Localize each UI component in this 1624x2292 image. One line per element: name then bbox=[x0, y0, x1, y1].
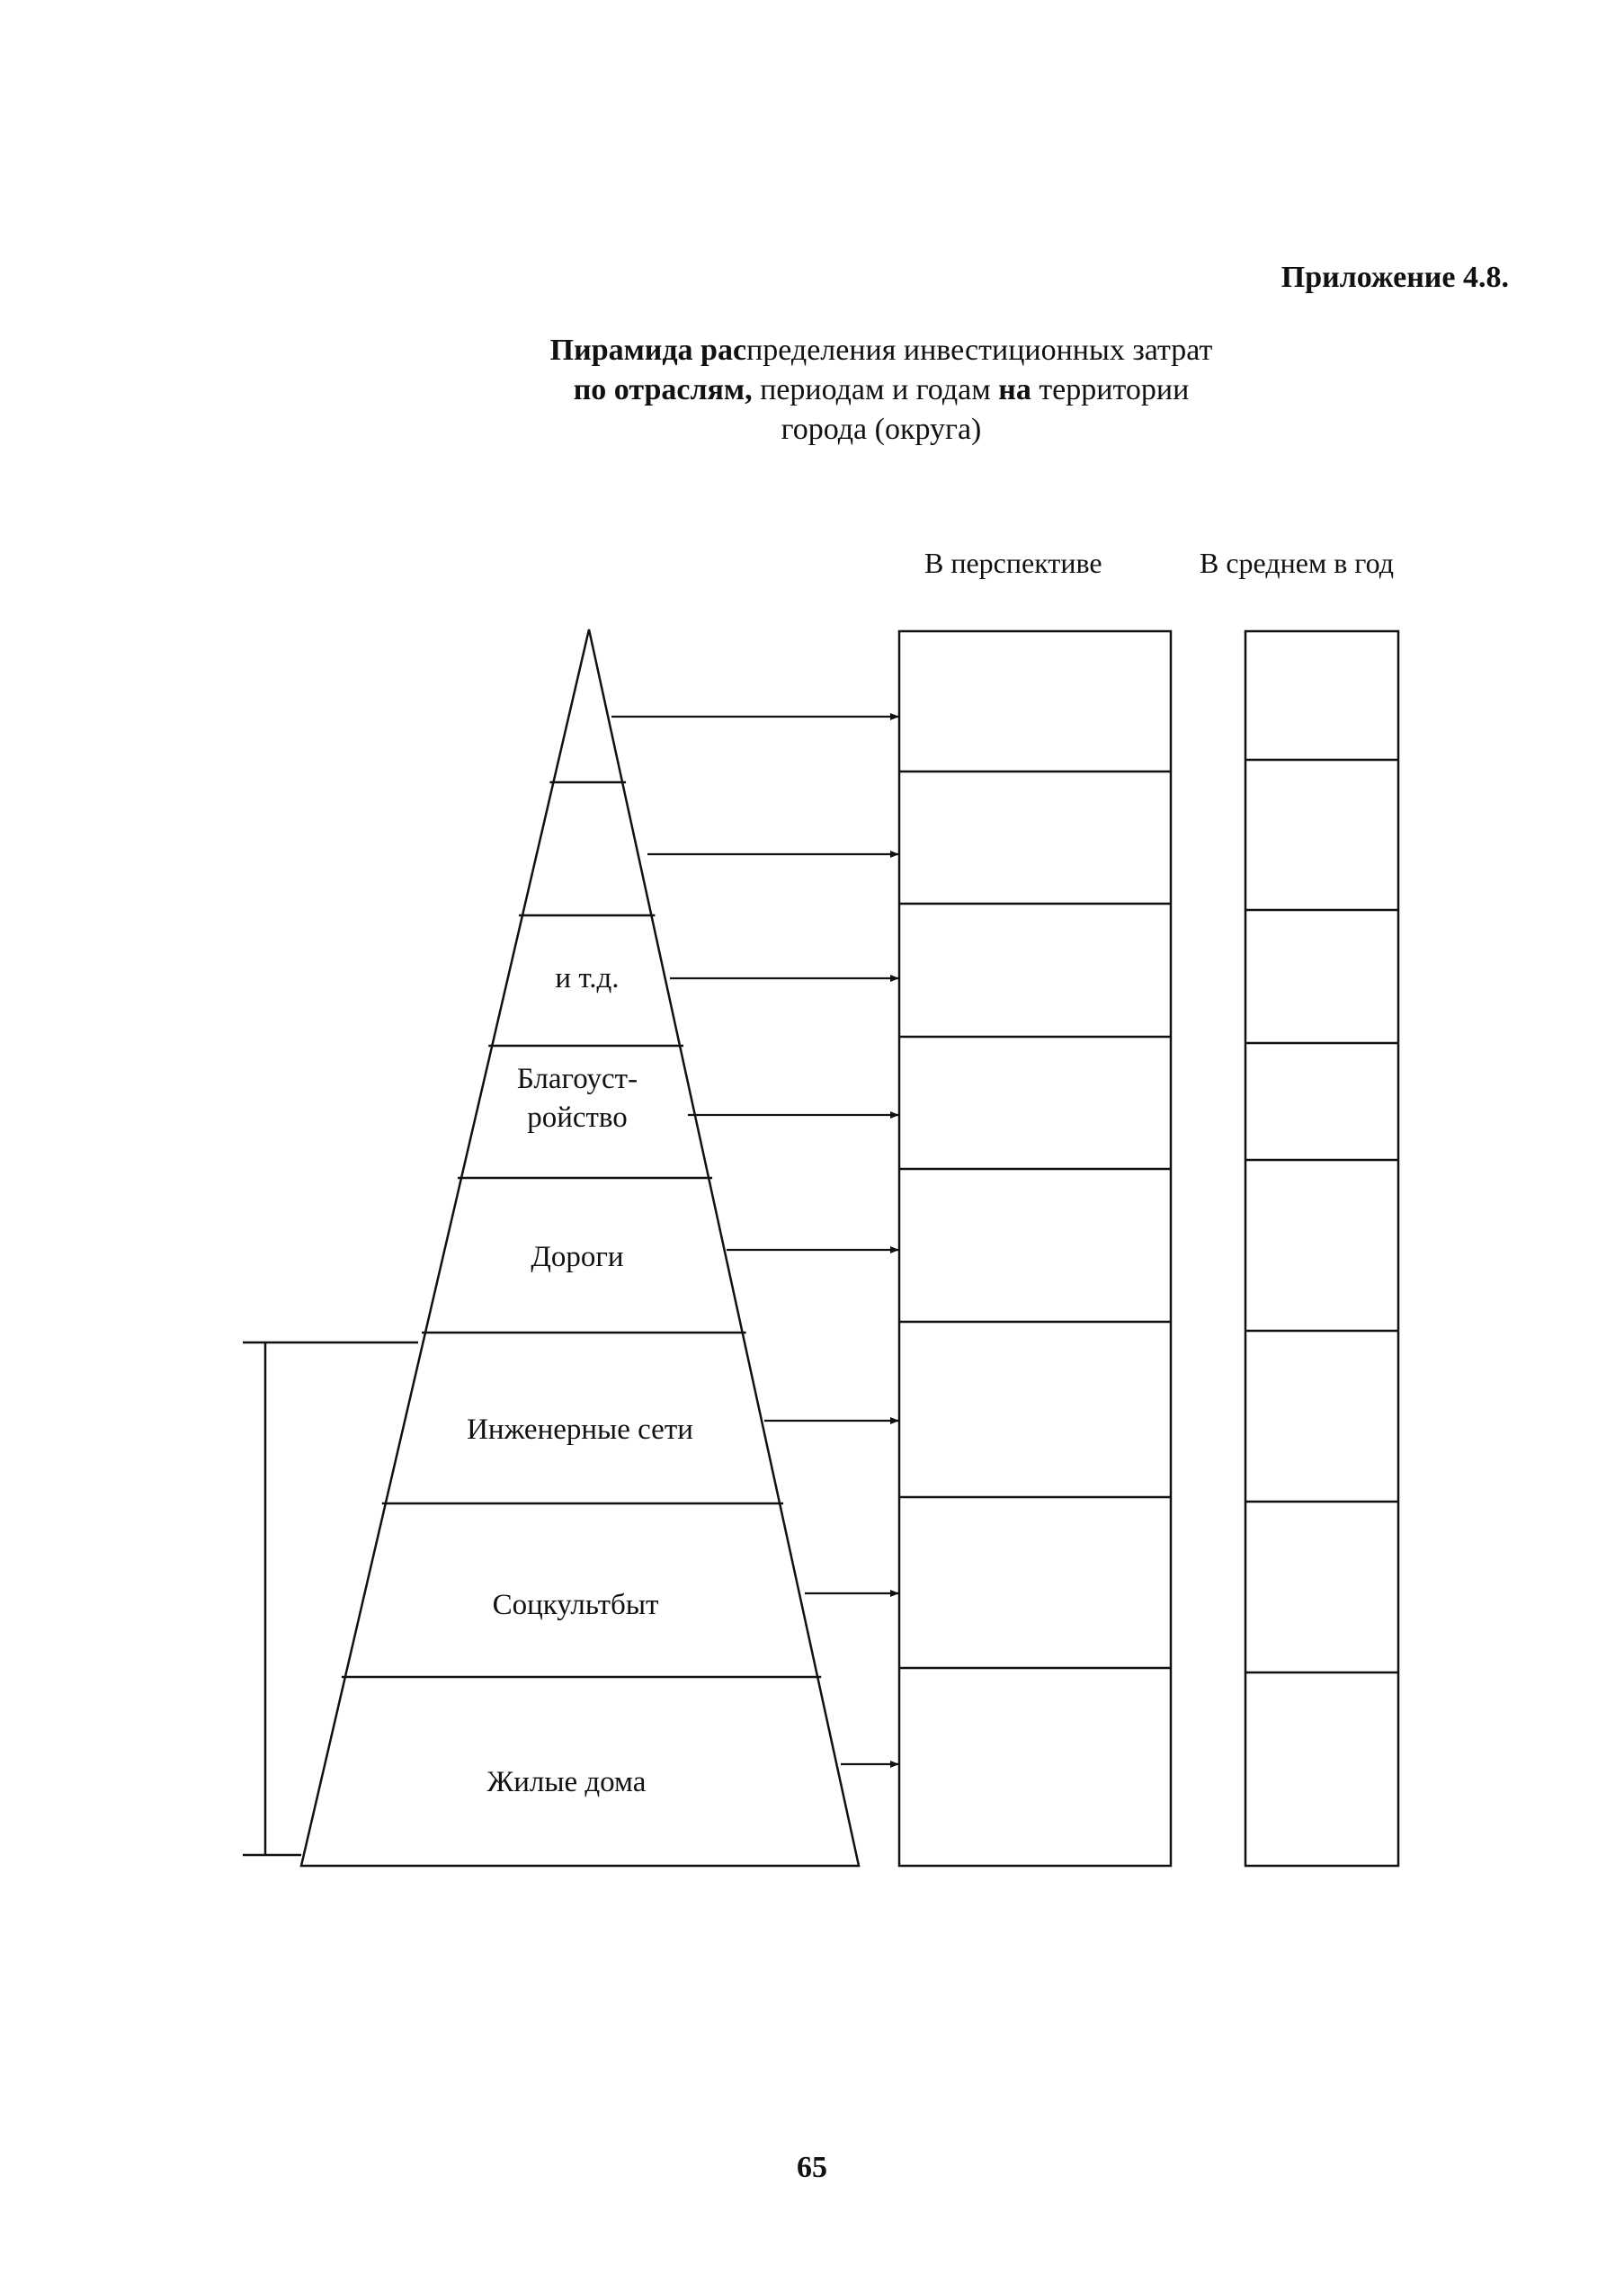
bracket-lines bbox=[243, 1342, 418, 1855]
title-line-1: Пирамида распределения инвестиционных затрат bbox=[549, 334, 1213, 367]
title-line-3: города (округа) bbox=[781, 413, 982, 446]
pyramid-level-label: Благоуст- bbox=[516, 1063, 638, 1095]
column-label-perspective: В перспективе bbox=[924, 547, 1102, 579]
pyramid-labels bbox=[467, 962, 693, 1798]
title-line-2: по отраслям, периодам и годам на территории bbox=[573, 373, 1190, 406]
pyramid-level-label: ройство bbox=[527, 1101, 628, 1134]
appendix-label: Приложение 4.8. bbox=[1280, 261, 1509, 294]
column-boxes-per-year bbox=[1245, 631, 1398, 1866]
pyramid-level-label: Инженерные сети bbox=[467, 1414, 693, 1446]
pyramid-level-label: и т.д. bbox=[555, 962, 620, 994]
page-number: 65 bbox=[797, 2151, 827, 2184]
pyramid-level-label: Жилые дома bbox=[486, 1766, 647, 1798]
column-box-perspective-outline bbox=[899, 631, 1171, 1866]
column-boxes-perspective bbox=[899, 631, 1171, 1866]
column-label-per-year: В среднем в год bbox=[1200, 547, 1394, 579]
pyramid-level-label: Дороги bbox=[531, 1241, 624, 1273]
pyramid-level-label: Соцкультбыт bbox=[492, 1589, 659, 1621]
column-box-per-year-outline bbox=[1245, 631, 1398, 1866]
